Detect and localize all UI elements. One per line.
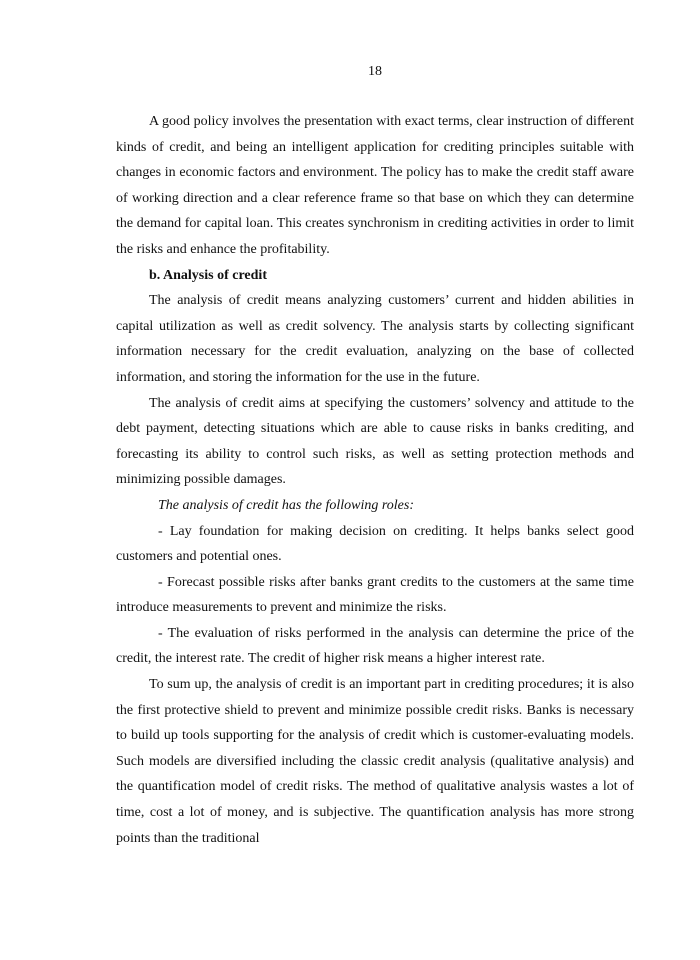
paragraph-analysis-definition: The analysis of credit means analyzing customers’ current and hidden abilities in capital utilization as well as credit solvency. The analysis starts by collecting significant information necessary for the credit evaluation, analyzing on the base of collected information, and storing the information for the use in the future. xyxy=(116,293,634,385)
role-item-1: - Lay foundation for making decision on crediting. It helps banks select good customers and potential ones. xyxy=(116,523,634,565)
document-body xyxy=(116,109,634,851)
paragraph-analysis-aims: The analysis of credit aims at specifying the customers’ solvency and attitude to the debt payment, detecting situations which are able to cause risks in banks crediting, and forecasting its ability to control such risks, as well as setting protection methods and minimizing possible damages. xyxy=(116,395,634,488)
section-heading-analysis-of-credit: b. Analysis of credit xyxy=(149,267,267,283)
paragraph-credit-policy: A good policy involves the presentation with exact terms, clear instruction of different kinds of credit, and being an intelligent application for crediting principles suitable with changes in economic factors and environment. The policy has to make the credit staff aware of working direction and a clear reference frame so that base on which they can determine the demand for capital loan. This creates synchronism in crediting activities in order to limit the risks and enhance the profitability. xyxy=(116,114,634,257)
paragraph-summary: To sum up, the analysis of credit is an important part in crediting procedures; it is also the first protective shield to prevent and minimize possible credit risks. Banks is necessary to build up tools supporting for the analysis of credit which is customer-evaluating models. Such models are diversified including the classic credit analysis (qualitative analysis) and the quantification model of credit risks. The method of qualitative analysis wastes a lot of time, cost a lot of money, and is subjective. The quantification analysis has more strong points than the traditional xyxy=(116,677,634,846)
roles-title: The analysis of credit has the following roles: xyxy=(158,497,415,513)
page-number: 18 xyxy=(368,64,382,79)
role-item-2: - Forecast possible risks after banks grant credits to the customers at the same time introduce measurements to prevent and minimize the risks. xyxy=(116,574,634,616)
role-item-3: - The evaluation of risks performed in the analysis can determine the price of the credit, the interest rate. The credit of higher risk means a higher interest rate. xyxy=(116,625,634,667)
